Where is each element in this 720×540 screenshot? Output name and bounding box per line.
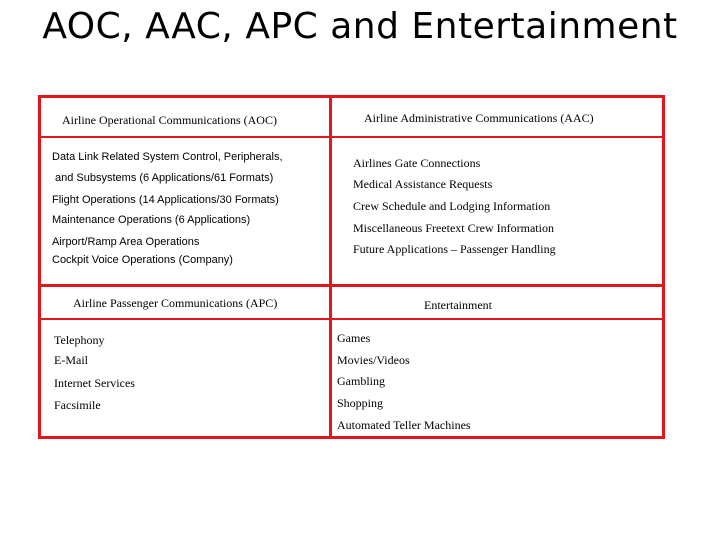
aoc-item: Maintenance Operations (6 Applications) <box>52 214 251 226</box>
table-border-left <box>38 95 41 439</box>
aoc-item: Flight Operations (14 Applications/30 Formats) <box>52 194 279 206</box>
table-divider-header-apc <box>38 318 665 320</box>
aac-item: Miscellaneous Freetext Crew Information <box>353 221 554 235</box>
apc-item: Facsimile <box>54 398 101 412</box>
entertainment-item: Movies/Videos <box>337 353 410 367</box>
entertainment-heading: Entertainment <box>424 298 492 312</box>
aoc-item: and Subsystems (6 Applications/61 Formats) <box>55 172 274 184</box>
aoc-item: Data Link Related System Control, Peripherals, <box>52 151 283 163</box>
aoc-item: Airport/Ramp Area Operations <box>52 236 200 248</box>
table-border-top <box>38 95 665 98</box>
entertainment-item: Games <box>337 331 371 345</box>
entertainment-item: Automated Teller Machines <box>337 418 471 432</box>
table-border-right <box>662 95 665 439</box>
table-divider-middle <box>38 284 665 287</box>
aac-item: Airlines Gate Connections <box>353 156 481 170</box>
aoc-item: Cockpit Voice Operations (Company) <box>52 254 233 266</box>
table-divider-vertical <box>329 95 332 439</box>
entertainment-item: Shopping <box>337 396 384 410</box>
slide-title: AOC, AAC, APC and Entertainment <box>42 6 678 47</box>
table-divider-header-aoc <box>38 136 330 138</box>
table-border-bottom <box>38 436 665 439</box>
aoc-heading: Airline Operational Communications (AOC) <box>62 113 277 127</box>
apc-item: E-Mail <box>54 353 88 367</box>
entertainment-item: Gambling <box>337 374 385 388</box>
aac-item: Crew Schedule and Lodging Information <box>353 199 551 213</box>
apc-item: Internet Services <box>54 376 135 390</box>
apc-item: Telephony <box>54 333 105 347</box>
aac-item: Future Applications – Passenger Handling <box>353 242 556 256</box>
aac-item: Medical Assistance Requests <box>353 177 493 191</box>
apc-heading: Airline Passenger Communications (APC) <box>73 296 278 310</box>
aac-heading: Airline Administrative Communications (AAC) <box>364 111 594 125</box>
table-divider-header-aac <box>330 136 665 138</box>
